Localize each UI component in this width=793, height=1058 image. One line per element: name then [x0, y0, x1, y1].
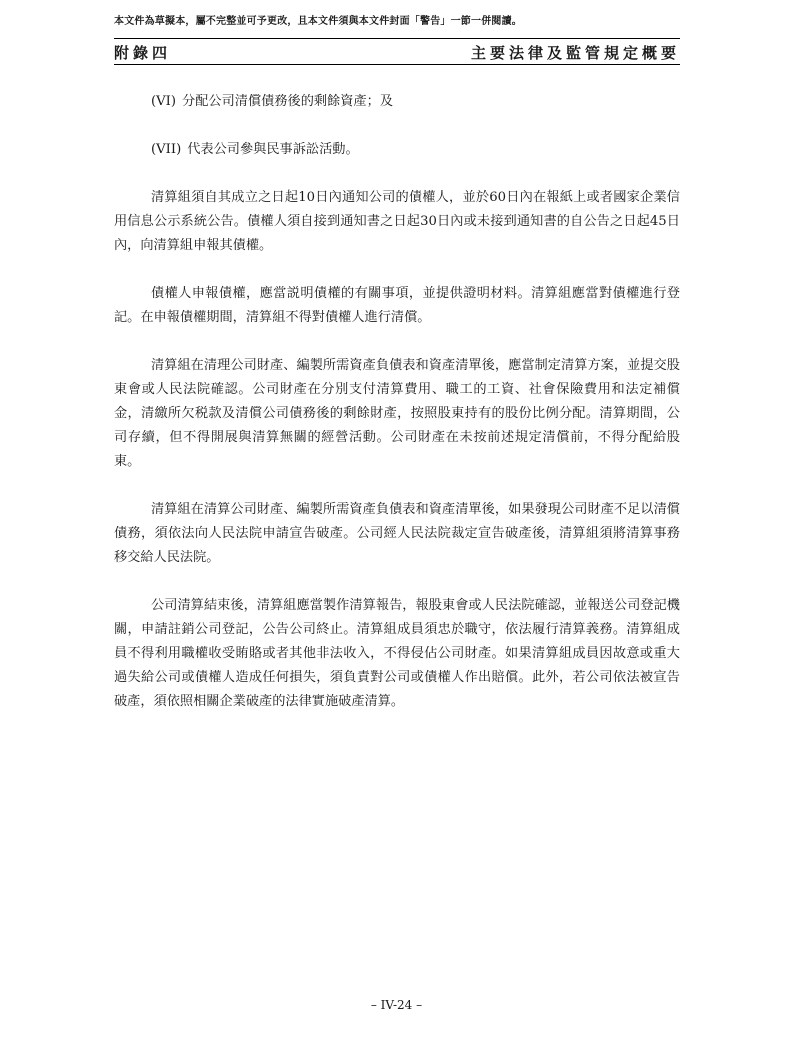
draft-warning-notice: 本文件為草擬本，屬不完整並可予更改，且本文件須與本文件封面「警告」一節一併閱讀。	[114, 16, 522, 27]
page-number: – IV-24 –	[370, 998, 423, 1012]
list-item-text: 代表公司參與民事訴訟活動。	[187, 142, 359, 157]
header-bottom-rule	[114, 64, 680, 65]
appendix-label: 附錄四	[114, 44, 172, 62]
paragraph-creditor-notification: 清算組須自其成立之日起10日內通知公司的債權人，並於60日內在報紙上或者國家企業信用信息公示系統公告。債權人須自接到通知書之日起30日內或未接到通知書的自公告之日起45日內，向清算組申報其債權。	[114, 190, 680, 253]
section-title: 主要法律及監管規定概要	[470, 44, 680, 62]
document-body	[114, 90, 680, 738]
list-item	[114, 90, 680, 114]
list-item-number: (VII)	[151, 142, 182, 157]
list-item	[114, 138, 680, 162]
paragraph-liquidation-completion: 公司清算結束後，清算組應當製作清算報告，報股東會或人民法院確認，並報送公司登記機關，申請註銷公司登記，公告公司終止。清算組成員須忠於職守，依法履行清算義務。清算組成員不得利用職權收受賄賂或者其他非法收入，不得侵佔公司財產。如果清算組成員因故意或重大過失給公司或債權人造成任何損失，須負責對公司或債權人作出賠償。此外，若公司依法被宣告破產，須依照相關企業破產的法律實施破產清算。	[114, 598, 680, 709]
list-item-text: 分配公司清償債務後的剩餘資產；及	[182, 94, 394, 109]
paragraph-bankruptcy-application: 清算組在清算公司財產、編製所需資產負債表和資產清單後，如果發現公司財產不足以清償債務，須依法向人民法院申請宣告破產。公司經人民法院裁定宣告破產後，清算組須將清算事務移交給人民法院。	[114, 502, 680, 565]
paragraph-liquidation-plan: 清算組在清理公司財產、編製所需資產負債表和資產清單後，應當制定清算方案，並提交股東會或人民法院確認。公司財產在分別支付清算費用、職工的工資、社會保險費用和法定補償金，清繳所欠税款及清償公司債務後的剩餘財產，按照股東持有的股份比例分配。清算期間，公司存續，但不得開展與清算無關的經營活動。公司財產在未按前述規定清償前，不得分配給股東。	[114, 358, 680, 469]
paragraph-claim-declaration: 債權人申報債權，應當説明債權的有關事項，並提供證明材料。清算組應當對債權進行登記。在申報債權期間，清算組不得對債權人進行清償。	[114, 286, 680, 325]
header-top-rule	[114, 38, 680, 39]
list-item-number: (VI)	[151, 94, 177, 109]
